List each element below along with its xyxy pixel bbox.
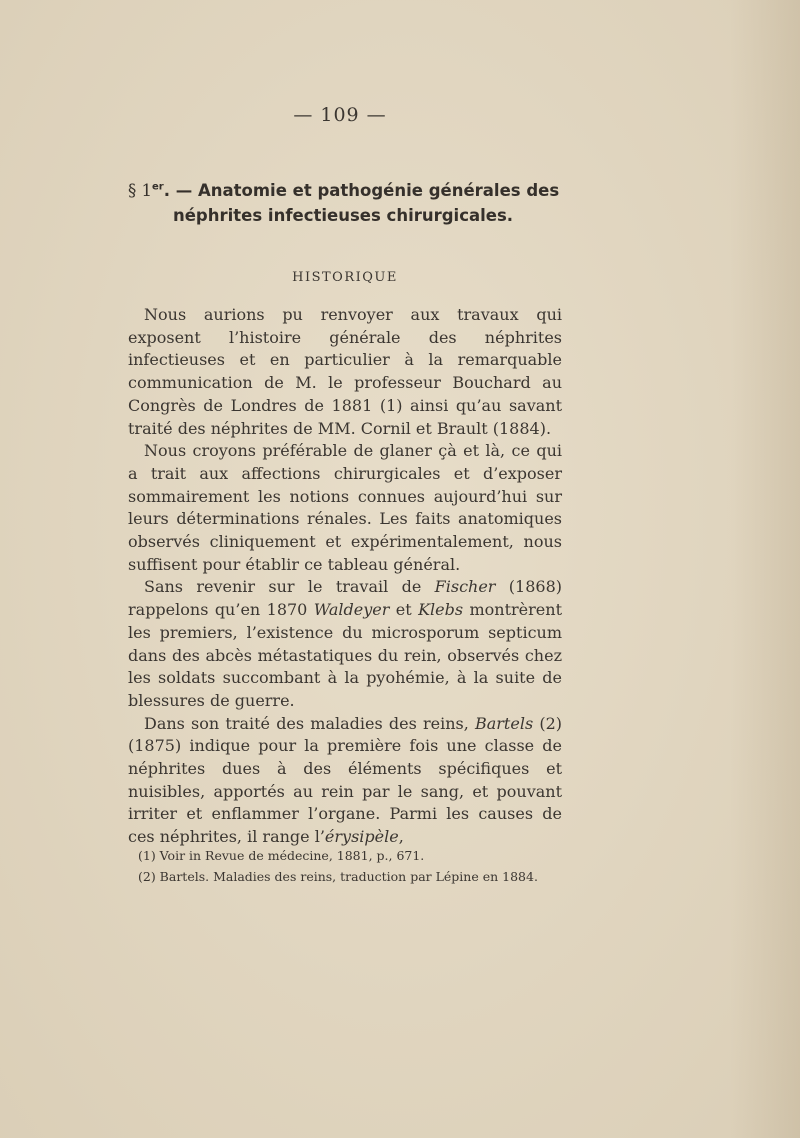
subheading-historique: HISTORIQUE xyxy=(292,270,398,285)
section-heading xyxy=(128,178,568,228)
section-mark: § 1 xyxy=(128,181,152,200)
paragraph-3-text-b: (1868) rappelons qu’en 1870 xyxy=(128,577,562,620)
section-title-line1: . — Anatomie et pathogénie générales des xyxy=(163,181,560,200)
term-erysipele: érysipèle xyxy=(324,827,399,847)
footnotes xyxy=(138,845,568,887)
paragraph-2 xyxy=(128,440,562,576)
section-title-line2: néphrites infectieuses chirurgicales. xyxy=(173,206,514,225)
author-fischer: Fischer xyxy=(434,577,496,597)
author-waldeyer: Waldeyer xyxy=(313,600,390,620)
paragraph-1-text: Nous aurions pu renvoyer aux travaux qui exposent l’histoire générale des néphrites infectieuses et en particulier à la remarquable communication de M. le professeur Bouchard au Congrès de Londres de 1881 (1) ainsi qu’au savant traité des néphrites de MM. Cornil et Brault (1884). xyxy=(128,305,562,438)
paragraph-1 xyxy=(128,304,562,440)
page-number: — 109 — xyxy=(293,104,387,126)
body-text xyxy=(128,304,562,849)
author-bartels: Bartels xyxy=(474,713,534,733)
paragraph-3-text-d: montrèrent les premiers, l’existence du microsporum septicum dans des abcès métastatiques du rein, observés chez les soldats succombant à la pyohémie, à la suite de blessures de guerre. xyxy=(128,600,562,710)
footnote-1: (1) Voir in Revue de médecine, 1881, p., 671. xyxy=(138,848,425,863)
section-mark-superscript: er xyxy=(152,181,164,193)
page-edge-shadow xyxy=(730,0,800,1138)
author-klebs: Klebs xyxy=(418,600,464,620)
footnote-2: (2) Bartels. Maladies des reins, traduction par Lépine en 1884. xyxy=(138,869,538,884)
paragraph-3 xyxy=(128,576,562,712)
paragraph-3-text-a: Sans revenir sur le travail de xyxy=(144,577,435,597)
paragraph-4-text-a: Dans son traité des maladies des reins, xyxy=(144,713,475,733)
paragraph-2-text: Nous croyons préférable de glaner çà et là, ce qui a trait aux affections chirurgicales et d’exposer sommairement les notions connues aujourd’hui sur leurs déterminations rénales. Les faits anatomiques observés cliniquement et expérimentalement, nous suffisent pour établir ce tableau général. xyxy=(128,441,562,574)
paragraph-4-text-b: (2) (1875) indique pour la première fois une classe de néphrites dues à des éléments spécifiques et nuisibles, apportés au rein par le sang, et pouvant irriter et enflammer l’organe. Parmi les causes de ces néphrites, il range l’ xyxy=(128,713,562,847)
paragraph-3-text-c: et xyxy=(389,600,419,620)
paragraph-4-text-c: , xyxy=(398,827,404,847)
paragraph-4 xyxy=(128,713,562,849)
